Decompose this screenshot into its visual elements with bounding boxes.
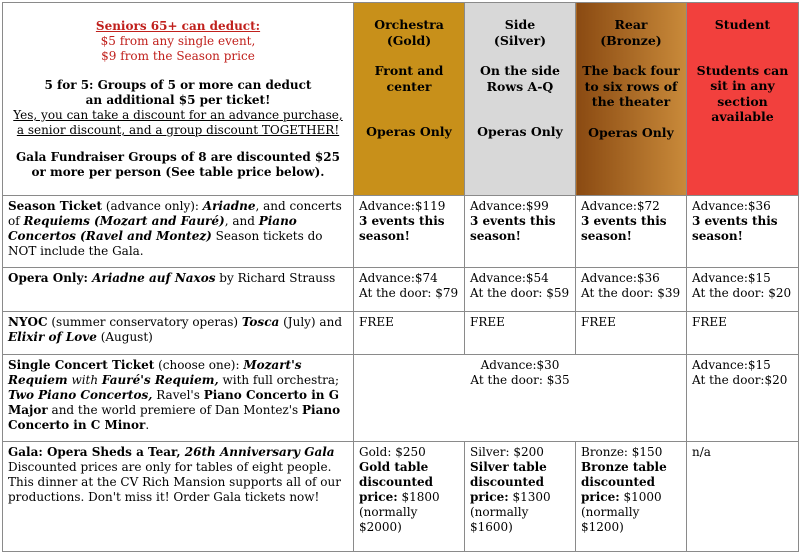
column-tier: (Gold) — [386, 32, 432, 48]
column-desc-line: Rows A-Q — [486, 78, 554, 94]
column-note: Operas Only — [366, 124, 452, 139]
nyoc-price-rear: FREE — [576, 312, 687, 355]
season-price-side: Advance:$99 3 events this season! — [465, 196, 576, 268]
column-tier: (Bronze) — [600, 32, 662, 48]
column-desc-line: Students can — [696, 62, 789, 78]
nyoc-price-side: FREE — [465, 312, 576, 355]
nyoc-price-orchestra: FREE — [354, 312, 465, 355]
column-desc-line: Front and — [374, 63, 444, 78]
pricing-table — [2, 2, 799, 552]
column-header-student — [687, 3, 799, 196]
column-name: Side — [504, 17, 536, 32]
column-header-rear — [576, 3, 687, 196]
column-desc-line: The back four — [582, 63, 680, 78]
combo-discount-line-2: a senior discount, and a group discount TOGETHER! — [16, 123, 340, 137]
group-discount-line-1: 5 for 5: Groups of 5 or more can deduct — [44, 78, 312, 92]
column-name: Orchestra — [374, 17, 444, 32]
opera-price-rear: Advance:$36 At the door: $39 — [576, 268, 687, 312]
gala-group-discount-line-2: or more per person (See table price below). — [31, 165, 325, 179]
column-desc-line: available — [711, 109, 774, 124]
senior-discount-title: Seniors 65+ can deduct: — [95, 19, 261, 33]
gala-price-bronze: Bronze: $150 Bronze table discounted price: $1000 (normally $1200) — [576, 442, 687, 552]
opera-only-row — [3, 268, 799, 312]
column-note: Operas Only — [588, 124, 674, 140]
column-name: Student — [714, 17, 771, 32]
opera-price-orchestra: Advance:$74 At the door: $79 — [354, 268, 465, 312]
column-note: Operas Only — [477, 124, 563, 139]
single-concert-price-student: Advance:$15 At the door:$20 — [687, 355, 799, 442]
season-price-orchestra: Advance:$119 3 events this season! — [354, 196, 465, 268]
column-desc-line: the theater — [591, 94, 671, 109]
gala-description: Gala: Opera Sheds a Tear, 26th Anniversary Gala Discounted prices are only for tables of eight people. This dinner at the CV Rich Mansion supports all of our productions. Don't miss it! Order Gala tickets now! — [3, 442, 354, 552]
column-header-side — [465, 3, 576, 196]
senior-discount-line-1: $5 from any single event, — [100, 34, 256, 48]
season-ticket-description: Season Ticket (advance only): Ariadne, and concerts of Requiems (Mozart and Fauré), and Piano Concertos (Ravel and Montez) Season tickets do NOT include the Gala. — [3, 196, 354, 268]
single-concert-shared-price: Advance:$30 At the door: $35 — [354, 355, 687, 442]
gala-price-gold: Gold: $250 Gold table discounted price: $1800 (normally $2000) — [354, 442, 465, 552]
gala-price-silver: Silver: $200 Silver table discounted price: $1300 (normally $1600) — [465, 442, 576, 552]
gala-group-discount-line-1: Gala Fundraiser Groups of 8 are discounted $25 — [16, 150, 340, 164]
discount-info-cell — [3, 3, 354, 196]
opera-only-description: Opera Only: Ariadne auf Naxos by Richard Strauss — [3, 268, 354, 312]
season-price-rear: Advance:$72 3 events this season! — [576, 196, 687, 268]
nyoc-price-student: FREE — [687, 312, 799, 355]
column-name: Rear — [614, 17, 648, 32]
combo-discount-line-1: Yes, you can take a discount for an advance purchase, — [13, 108, 343, 122]
nyoc-description: NYOC (summer conservatory operas) Tosca (July) and Elixir of Love (August) — [3, 312, 354, 355]
gala-row — [3, 442, 799, 552]
group-discount-line-2: an additional $5 per ticket! — [85, 93, 271, 107]
column-desc-line: center — [386, 78, 432, 94]
senior-discount-line-2: $9 from the Season price — [101, 49, 255, 63]
single-concert-description: Single Concert Ticket (choose one): Mozart's Requiem with Fauré's Requiem, with full orchestra; Two Piano Concertos, Ravel's Piano Concerto in G Major and the world premiere of Dan Montez's Piano Concerto in C Minor. — [3, 355, 354, 442]
gala-price-student: n/a — [687, 442, 799, 552]
nyoc-row — [3, 312, 799, 355]
column-desc-line: section — [717, 93, 768, 109]
opera-price-side: Advance:$54 At the door: $59 — [465, 268, 576, 312]
column-desc-line: to six rows of — [584, 78, 678, 94]
column-header-orchestra — [354, 3, 465, 196]
opera-price-student: Advance:$15 At the door: $20 — [687, 268, 799, 312]
single-concert-row — [3, 355, 799, 442]
header-row — [3, 3, 799, 196]
column-tier: (Silver) — [493, 32, 547, 48]
column-desc-line: sit in any — [710, 78, 775, 93]
season-price-student: Advance:$36 3 events this season! — [687, 196, 799, 268]
season-ticket-row — [3, 196, 799, 268]
column-desc-line: On the side — [480, 63, 560, 78]
